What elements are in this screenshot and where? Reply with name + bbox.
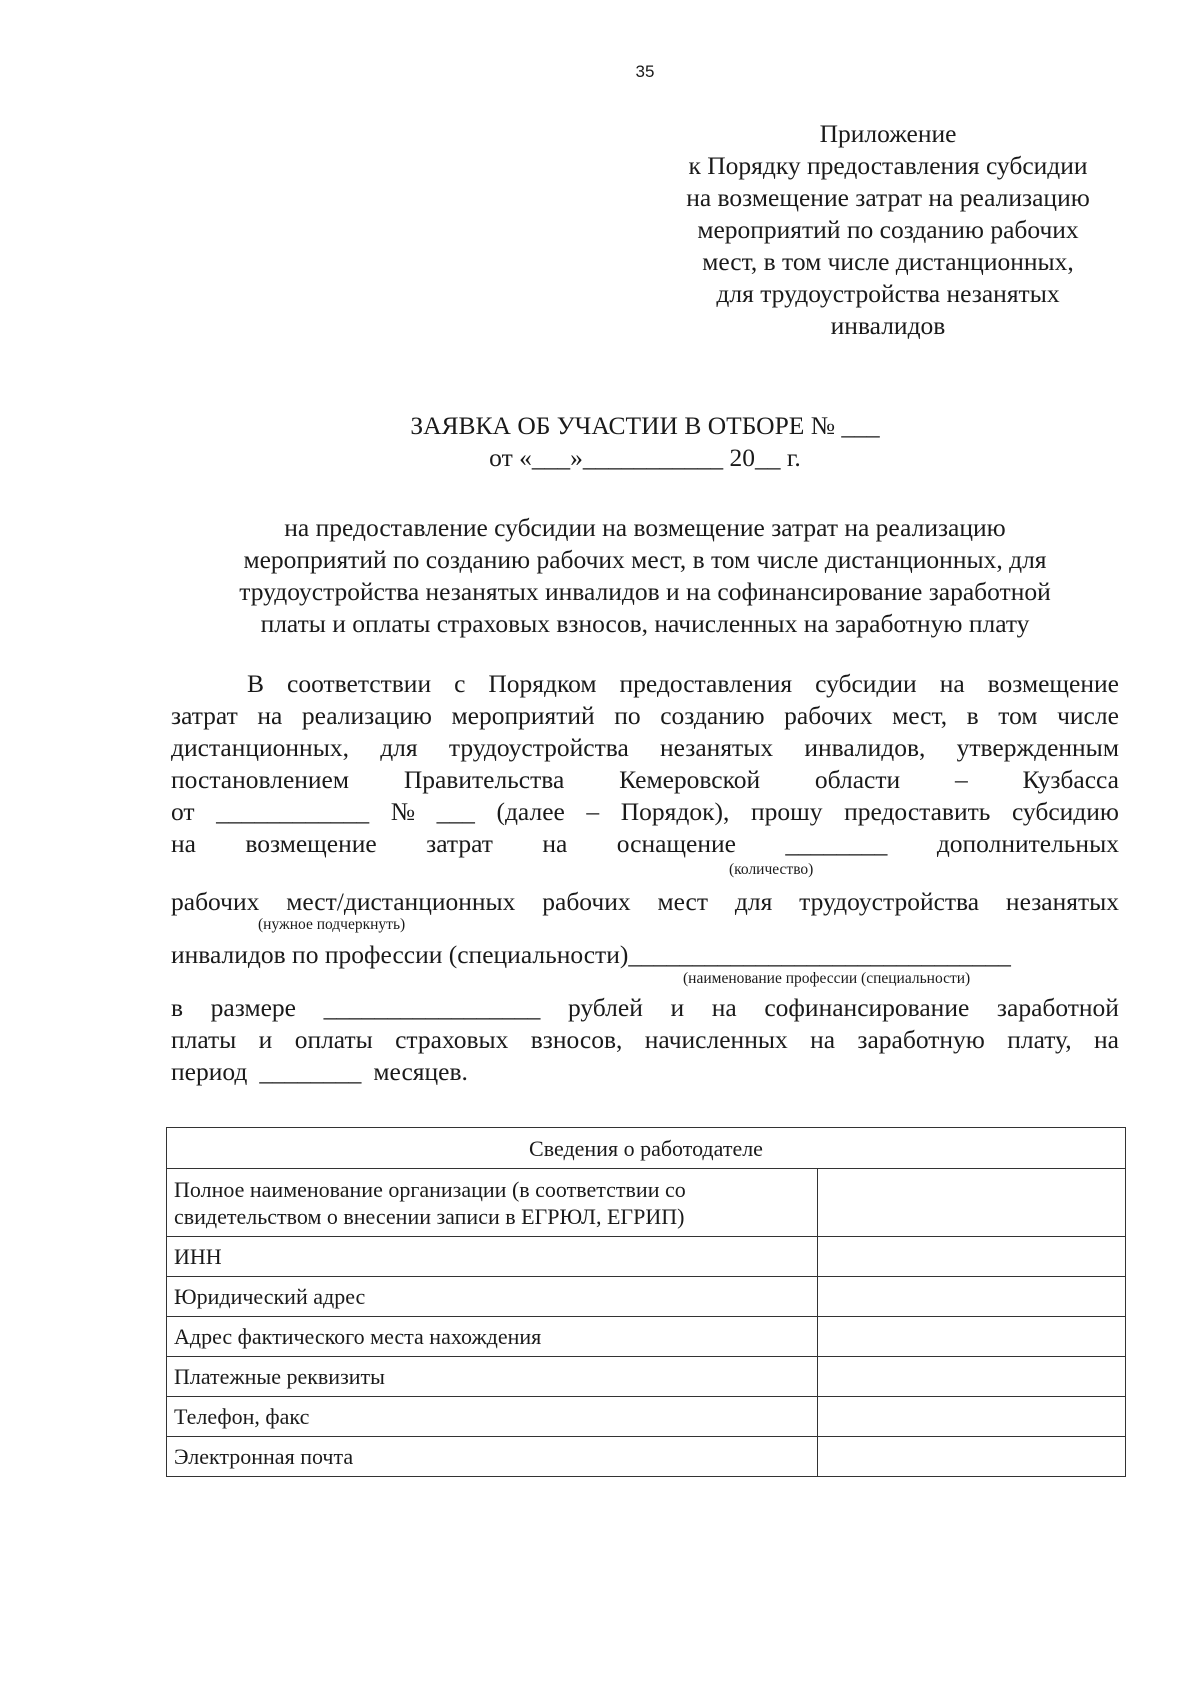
employer-table-header: Сведения о работодателе xyxy=(167,1128,1126,1169)
page-number: 35 xyxy=(635,62,655,81)
word: созданию xyxy=(660,701,765,730)
word: начисленных xyxy=(644,1025,788,1054)
profession-caption: (наименование профессии (специальности) xyxy=(683,970,971,987)
word: реализацию xyxy=(301,701,432,730)
quantity-caption: (количество) xyxy=(729,861,814,878)
body-line xyxy=(171,796,1119,828)
word: на xyxy=(257,701,283,730)
word: от xyxy=(171,797,195,826)
word: для xyxy=(380,733,418,762)
underline-caption: (нужное подчеркнуть) xyxy=(258,916,406,933)
word: заработной xyxy=(996,993,1119,1022)
purpose-line: трудоустройства незанятых инвалидов и на софинансирование заработной xyxy=(239,577,1051,606)
word: Порядком xyxy=(488,669,597,698)
appendix-line: Приложение xyxy=(819,119,957,148)
word: на xyxy=(810,1025,836,1054)
row-label: Адрес фактического места нахождения xyxy=(167,1317,818,1357)
word: рабочих xyxy=(542,887,631,916)
appendix-block xyxy=(628,118,1148,342)
row-value-cell[interactable] xyxy=(818,1237,1126,1277)
word: – xyxy=(586,797,600,826)
word: в xyxy=(171,993,184,1022)
purpose-line: на предоставление субсидии на возмещение затрат на реализацию xyxy=(284,513,1006,542)
table-row xyxy=(167,1237,1126,1277)
appendix-line: инвалидов xyxy=(830,311,946,340)
row-label: Телефон, факс xyxy=(167,1397,818,1437)
word: плату, xyxy=(1007,1025,1072,1054)
row-label: Платежные реквизиты xyxy=(167,1357,818,1397)
word: мест, xyxy=(892,701,948,730)
word: инвалидов, xyxy=(804,733,926,762)
word: прошу xyxy=(750,797,823,826)
word: мест/дистанционных xyxy=(286,887,516,916)
application-body xyxy=(171,668,1119,860)
table-row xyxy=(167,1357,1126,1397)
word: по xyxy=(614,701,641,730)
word: на xyxy=(542,829,568,858)
table-row xyxy=(167,1169,1126,1237)
row-label: Юридический адрес xyxy=(167,1277,818,1317)
word: дистанционных, xyxy=(171,733,349,762)
word: взносов, xyxy=(530,1025,623,1054)
word: соответствии xyxy=(287,669,432,698)
word: ________ xyxy=(259,1057,362,1086)
body-line xyxy=(171,886,1119,918)
word: предоставить xyxy=(844,797,991,826)
row-value-cell[interactable] xyxy=(818,1169,1126,1237)
word: утвержденным xyxy=(956,733,1119,762)
table-row xyxy=(167,1437,1126,1477)
purpose-line: мероприятий по созданию рабочих мест, в том числе дистанционных, для xyxy=(243,545,1047,574)
application-body-end xyxy=(171,992,1119,1088)
word: дополнительных xyxy=(936,829,1119,858)
word: _________________ xyxy=(323,993,541,1022)
word: оплаты xyxy=(294,1025,373,1054)
row-value-cell[interactable] xyxy=(818,1437,1126,1477)
title-date-line: от «___»___________ 20__ г. xyxy=(489,443,801,472)
word: рабочих xyxy=(784,701,873,730)
application-body-profession xyxy=(171,939,1119,971)
word: трудоустройства xyxy=(448,733,629,762)
word: в xyxy=(966,701,979,730)
row-value-cell[interactable] xyxy=(818,1397,1126,1437)
table-row xyxy=(167,1397,1126,1437)
application-body-cont xyxy=(171,886,1119,918)
word: трудоустройства xyxy=(799,887,980,916)
word: возмещение xyxy=(987,669,1119,698)
word: на xyxy=(711,993,737,1022)
body-line xyxy=(171,828,1119,860)
word: софинансирование xyxy=(764,993,970,1022)
word: № xyxy=(390,797,416,826)
body-line xyxy=(171,1024,1119,1056)
word: мероприятий xyxy=(451,701,595,730)
table-row xyxy=(167,1317,1126,1357)
word: затрат xyxy=(426,829,493,858)
word: с xyxy=(454,669,466,698)
word: на xyxy=(171,829,196,858)
word: Кемеровской xyxy=(619,765,761,794)
word: – xyxy=(954,765,968,794)
row-value-cell[interactable] xyxy=(818,1277,1126,1317)
row-label: Электронная почта xyxy=(167,1437,818,1477)
purpose-line: платы и оплаты страховых взносов, начисленных на заработную плату xyxy=(260,609,1030,638)
body-line xyxy=(171,939,1119,971)
word: месяцев. xyxy=(373,1057,468,1086)
word: мест xyxy=(657,887,709,916)
word: платы xyxy=(171,1025,237,1054)
employer-info-table xyxy=(166,1127,1126,1477)
word: незанятых xyxy=(1005,887,1119,916)
row-label: Полное наименование организации (в соответствии со свидетельством о внесении записи в ЕГРЮЛ, ЕГРИП) xyxy=(167,1169,818,1237)
word: незанятых xyxy=(660,733,774,762)
appendix-line: для трудоустройства незанятых xyxy=(716,279,1060,308)
body-line xyxy=(171,668,1119,700)
word: размере xyxy=(210,993,296,1022)
word: субсидию xyxy=(1011,797,1119,826)
word: области xyxy=(814,765,901,794)
purpose-block xyxy=(150,512,1140,640)
word: для xyxy=(734,887,773,916)
row-value-cell[interactable] xyxy=(818,1317,1126,1357)
word: ___ xyxy=(436,797,475,826)
word: на xyxy=(939,669,965,698)
appendix-line: мероприятий по созданию рабочих xyxy=(697,215,1079,244)
word: ________ xyxy=(785,829,888,858)
word: заработную xyxy=(857,1025,985,1054)
body-line xyxy=(171,700,1119,732)
word: и xyxy=(670,993,685,1022)
body-line xyxy=(171,1056,1119,1088)
profession-line: инвалидов по профессии (специальности)______________________________ xyxy=(171,940,1011,969)
word: Порядок), xyxy=(620,797,730,826)
word: субсидии xyxy=(815,669,917,698)
row-label: ИНН xyxy=(167,1237,818,1277)
body-line xyxy=(171,732,1119,764)
word: на xyxy=(1094,1025,1119,1054)
word: возмещение xyxy=(245,829,377,858)
word: Кузбасса xyxy=(1022,765,1119,794)
word: том xyxy=(998,701,1038,730)
body-line xyxy=(171,992,1119,1024)
word: постановлением xyxy=(171,765,350,794)
table-row xyxy=(167,1277,1126,1317)
word: затрат xyxy=(171,701,238,730)
word: рабочих xyxy=(171,887,260,916)
word: (далее xyxy=(496,797,565,826)
appendix-line: к Порядку предоставления субсидии xyxy=(688,151,1088,180)
appendix-line: мест, в том числе дистанционных, xyxy=(702,247,1074,276)
appendix-line: на возмещение затрат на реализацию xyxy=(686,183,1090,212)
word: период xyxy=(171,1057,248,1086)
row-value-cell[interactable] xyxy=(818,1357,1126,1397)
word: страховых xyxy=(395,1025,509,1054)
word: предоставления xyxy=(619,669,793,698)
word: и xyxy=(258,1025,273,1054)
word: В xyxy=(247,669,265,698)
word: Правительства xyxy=(403,765,565,794)
body-line xyxy=(171,764,1119,796)
word: ____________ xyxy=(216,797,370,826)
word: числе xyxy=(1057,701,1119,730)
document-title xyxy=(0,410,1200,474)
title-line: ЗАЯВКА ОБ УЧАСТИИ В ОТБОРЕ № ___ xyxy=(410,411,880,440)
word: рублей xyxy=(567,993,643,1022)
word: оснащение xyxy=(616,829,736,858)
